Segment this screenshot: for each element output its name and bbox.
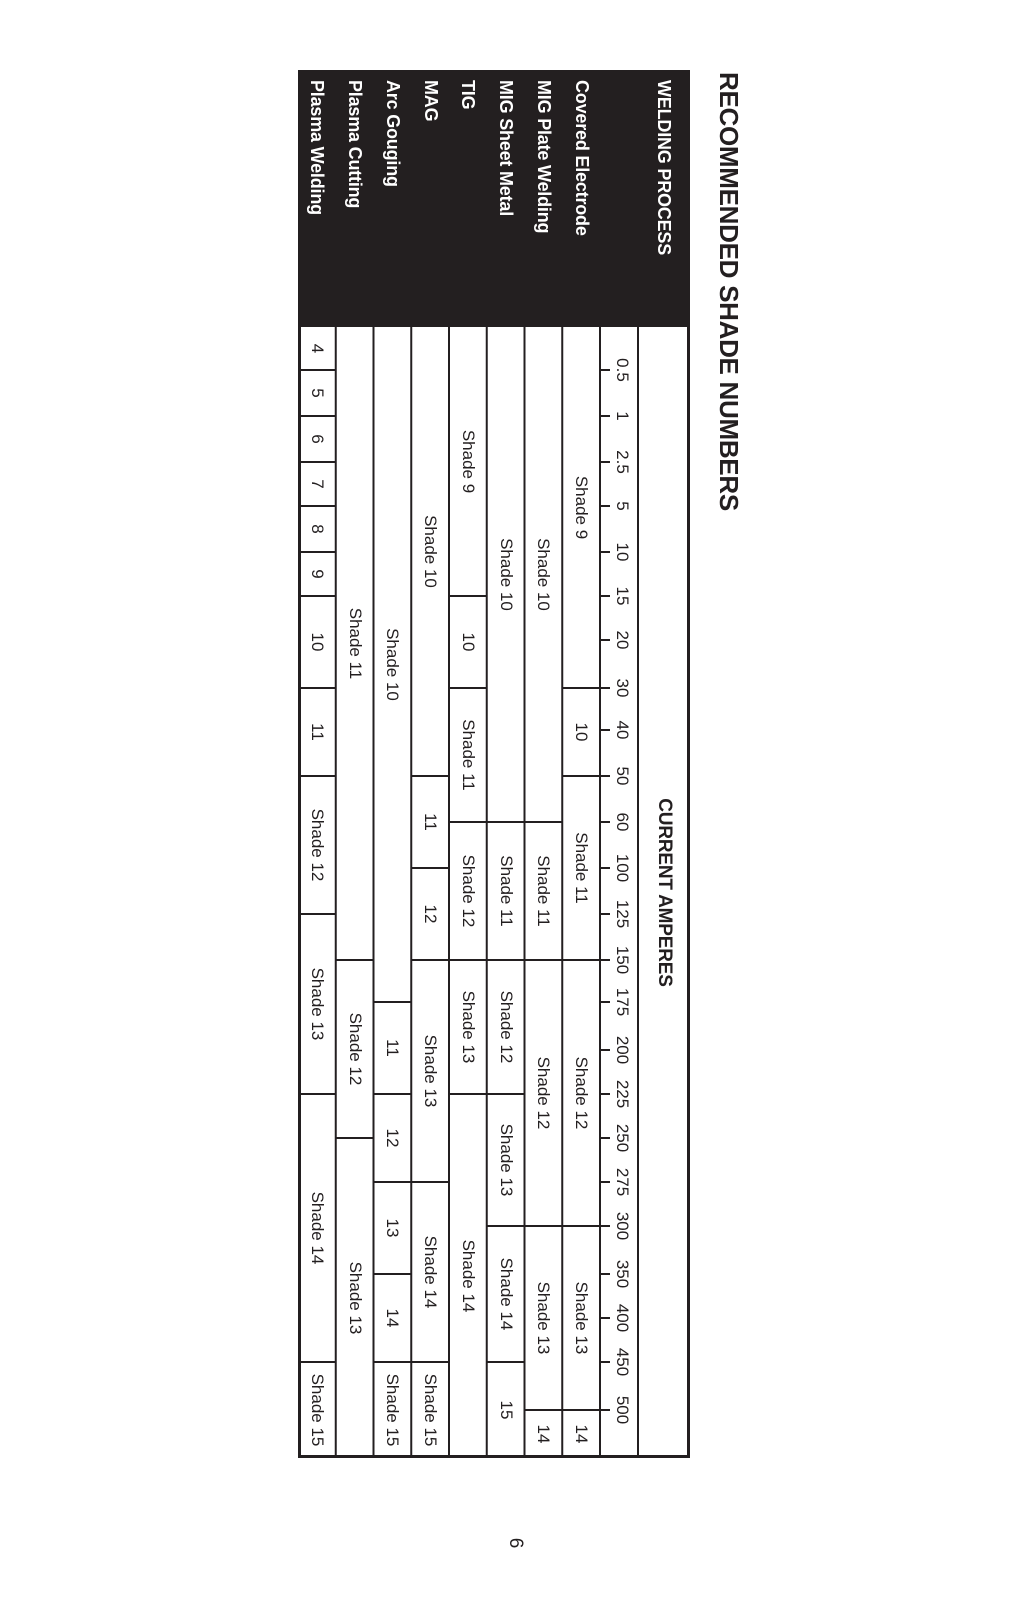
shade-cell: Shade 11 xyxy=(496,855,516,927)
ampere-label: 2.5 xyxy=(613,450,632,474)
shade-cell: 14 xyxy=(383,1308,403,1328)
process-name: Plasma Cutting xyxy=(345,80,366,209)
shade-cell: 4 xyxy=(307,343,327,354)
shade-cell: Shade 15 xyxy=(421,1373,441,1447)
shade-cell: Shade 12 xyxy=(496,990,516,1064)
ampere-label: 400 xyxy=(613,1303,632,1333)
ampere-label: 15 xyxy=(613,586,632,606)
ampere-label: 350 xyxy=(613,1259,632,1289)
ampere-label: 30 xyxy=(613,678,632,698)
shade-cell: Shade 11 xyxy=(534,855,554,927)
shade-cell: Shade 14 xyxy=(458,1239,478,1313)
shade-cell: Shade 13 xyxy=(534,1281,554,1355)
ampere-label: 5 xyxy=(613,501,632,511)
process-name: Arc Gouging xyxy=(382,80,403,187)
shade-cell: 15 xyxy=(496,1400,516,1420)
shade-cell: 14 xyxy=(534,1424,554,1444)
ampere-label: 60 xyxy=(613,812,632,832)
shade-cell: Shade 12 xyxy=(458,854,478,928)
ampere-label: 100 xyxy=(613,853,632,883)
shade-cell: Shade 14 xyxy=(421,1235,441,1309)
shade-cell: Shade 13 xyxy=(496,1123,516,1197)
ampere-label: 0.5 xyxy=(613,358,632,382)
shade-cell: 9 xyxy=(307,569,327,579)
shade-cell: Shade 11 xyxy=(345,607,365,680)
ampere-label: 225 xyxy=(613,1079,632,1109)
ampere-label: 125 xyxy=(613,899,632,929)
shade-cell: Shade 15 xyxy=(307,1373,327,1447)
shade-cell: 12 xyxy=(421,904,441,924)
shade-cell: 12 xyxy=(383,1128,403,1148)
shade-cell: Shade 10 xyxy=(534,538,554,611)
shade-cell: Shade 14 xyxy=(307,1191,327,1265)
process-name: Plasma Welding xyxy=(307,80,328,215)
process-name: Covered Electrode xyxy=(571,80,592,236)
ampere-label: 10 xyxy=(613,542,632,562)
shade-cell: 10 xyxy=(458,632,478,652)
shade-cell: Shade 13 xyxy=(572,1281,592,1355)
shade-cell: 6 xyxy=(307,434,327,444)
shade-cell: 14 xyxy=(572,1424,592,1444)
ampere-label: 150 xyxy=(613,945,632,975)
ampere-label: 250 xyxy=(613,1123,632,1153)
shade-cell: 11 xyxy=(383,1039,403,1057)
shade-cell: Shade 13 xyxy=(458,990,478,1064)
process-name: MIG Sheet Metal xyxy=(496,80,517,217)
shade-cell: Shade 13 xyxy=(307,967,327,1041)
shade-cell: Shade 13 xyxy=(421,1034,441,1108)
ampere-label: 1 xyxy=(613,411,632,421)
shade-cell: 5 xyxy=(307,388,327,398)
shade-cell: Shade 12 xyxy=(534,1056,554,1130)
ampere-label: 275 xyxy=(613,1167,632,1197)
page-number: 6 xyxy=(505,1537,526,1549)
ampere-label: 50 xyxy=(613,766,632,786)
ampere-label: 40 xyxy=(613,720,632,740)
shade-cell: Shade 11 xyxy=(572,832,592,904)
shade-cell: Shade 9 xyxy=(458,429,478,494)
ampere-label: 175 xyxy=(613,987,632,1017)
shade-cell: Shade 10 xyxy=(421,515,441,588)
shade-table xyxy=(298,70,690,1458)
page-title: RECOMMENDED SHADE NUMBERS xyxy=(714,72,744,511)
current-header: CURRENT AMPERES xyxy=(654,798,675,987)
shade-cell: Shade 9 xyxy=(572,475,592,540)
shade-cell: 8 xyxy=(307,524,327,534)
process-name: TIG xyxy=(458,80,479,110)
shade-cell: 13 xyxy=(383,1218,403,1238)
process-name: MIG Plate Welding xyxy=(533,80,554,234)
process-name: MAG xyxy=(420,80,441,122)
shade-cell: Shade 10 xyxy=(383,628,403,701)
shade-cell: Shade 12 xyxy=(572,1056,592,1130)
ampere-label: 200 xyxy=(613,1035,632,1065)
shade-cell: 10 xyxy=(307,632,327,652)
shade-cell: 7 xyxy=(307,479,327,489)
ampere-label: 20 xyxy=(613,630,632,650)
ampere-label: 500 xyxy=(613,1395,632,1425)
shade-cell: Shade 12 xyxy=(345,1012,365,1086)
ampere-label: 300 xyxy=(613,1211,632,1241)
shade-cell: 11 xyxy=(307,723,327,741)
process-header: WELDING PROCESS xyxy=(654,80,675,256)
shade-cell: 10 xyxy=(572,722,592,742)
ampere-label: 450 xyxy=(613,1347,632,1377)
shade-cell: Shade 11 xyxy=(458,719,478,791)
shade-cell: Shade 14 xyxy=(496,1257,516,1331)
shade-cell: Shade 12 xyxy=(307,808,327,882)
shade-cell: Shade 15 xyxy=(383,1373,403,1447)
shade-cell: Shade 10 xyxy=(496,538,516,611)
shade-cell: Shade 13 xyxy=(345,1261,365,1335)
shade-cell: 11 xyxy=(421,813,441,831)
